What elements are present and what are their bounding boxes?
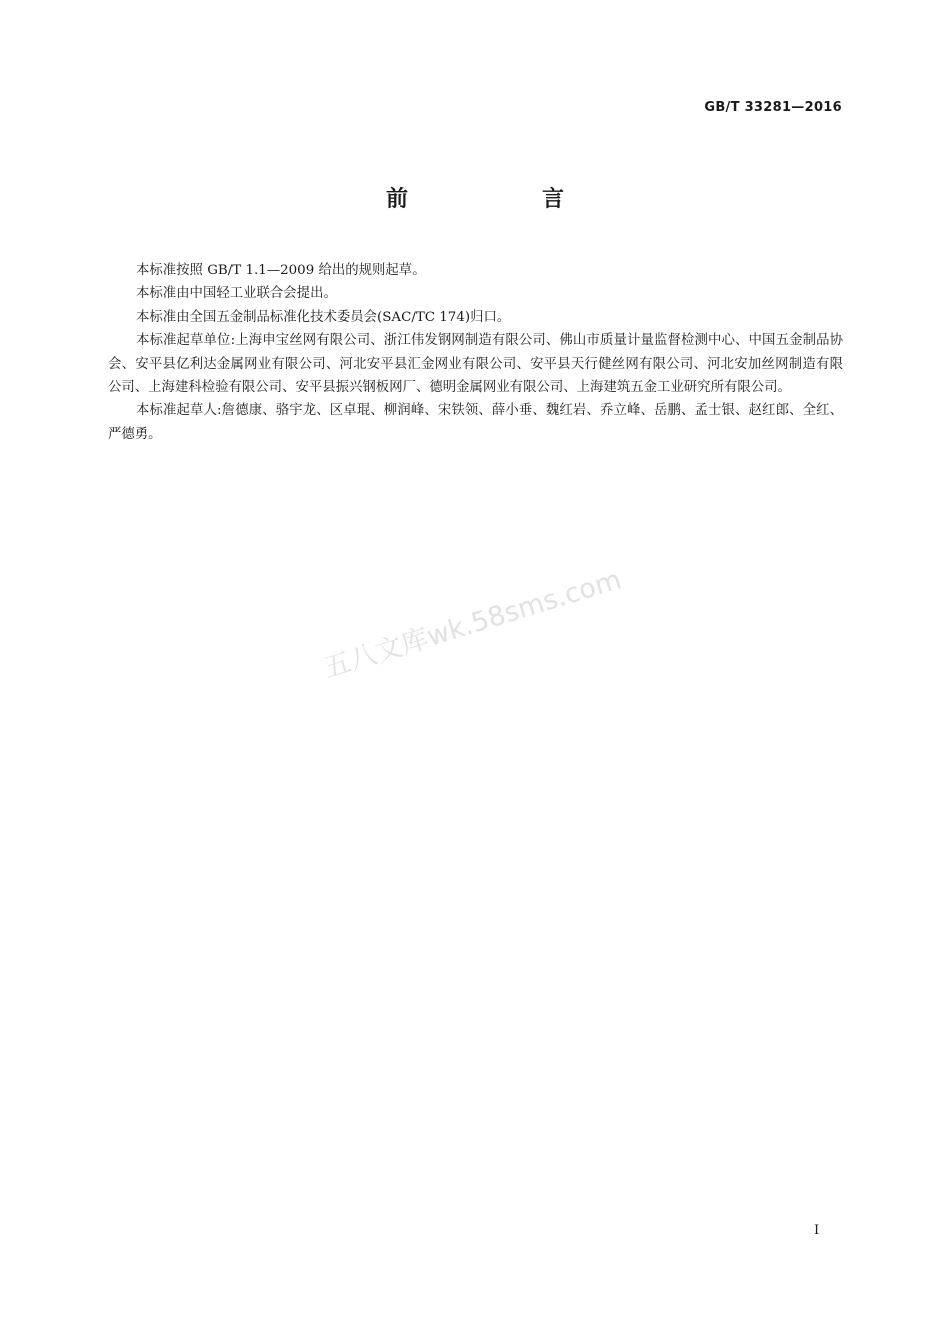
page-title: 前 言 <box>385 187 620 212</box>
watermark: 五八文库wk.58sms.com <box>320 564 625 685</box>
paragraph-drafting-units: 本标准起草单位:上海申宝丝网有限公司、浙江伟发钢网制造有限公司、佛山市质量计量监督检测中心、中国五金制品协会、安平县亿利达金属网业有限公司、河北安平县汇金网业有限公司、安平县天行健丝网有限公司、河北安加丝网制造有限公司、上海建科检验有限公司、安平县振兴钢板网厂、德明金属网业有限公司、上海建筑五金工业研究所有限公司。 <box>108 333 843 396</box>
standard-code: GB/T 33281—2016 <box>704 100 842 115</box>
paragraph-drafting-rules: 本标准按照 GB/T 1.1—2009 给出的规则起草。 <box>136 263 426 278</box>
paragraph-proposer: 本标准由中国轻工业联合会提出。 <box>136 286 337 302</box>
paragraph-centralized-by: 本标准由全国五金制品标准化技术委员会(SAC/TC 174)归口。 <box>136 309 511 325</box>
paragraph-drafters: 本标准起草人:詹德康、骆宇龙、区卓琨、柳润峰、宋铁领、薛小垂、魏红岩、乔立峰、岳鹏、孟士银、赵红郎、全红、严德勇。 <box>108 403 843 442</box>
document-body <box>108 259 843 446</box>
page-number: I <box>814 1223 820 1238</box>
